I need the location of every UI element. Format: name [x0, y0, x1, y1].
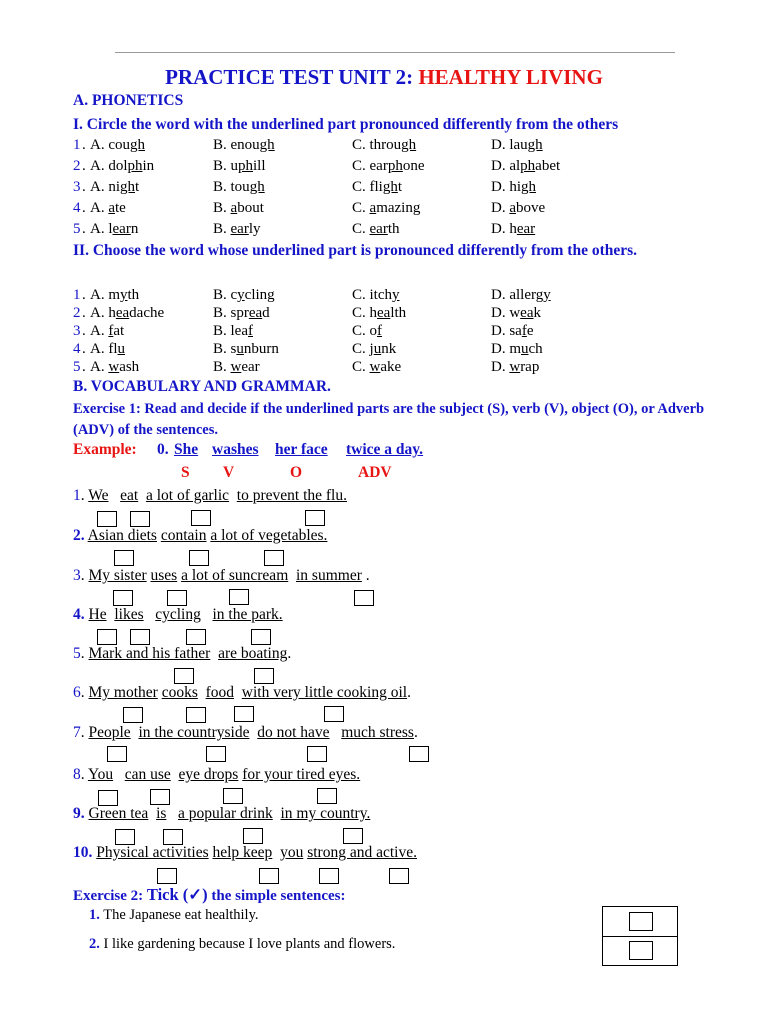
answer-box[interactable] [130, 511, 150, 527]
question-row: 3 . A. fat B. leaf C. of D. safe [73, 323, 534, 339]
question-row: 1 . A. cough B. enough C. through D. laugh [73, 137, 543, 153]
example-tag: O [290, 464, 303, 481]
answer-box[interactable] [389, 868, 409, 884]
answer-box[interactable] [174, 668, 194, 684]
exercise1-instruction: Exercise 1: Read and decide if the underlined parts are the subject (S), verb (V), object (O), or Adverb (ADV) of the sentences. [73, 401, 705, 438]
example-tag: S [181, 464, 190, 481]
answer-box[interactable] [114, 550, 134, 566]
answer-box[interactable] [324, 706, 344, 722]
answer-box[interactable] [186, 629, 206, 645]
section-b-heading: B. VOCABULARY AND GRAMMAR. [73, 378, 331, 395]
answer-box[interactable] [251, 629, 271, 645]
question-row: 3 . A. night B. tough C. flight D. high [73, 179, 536, 195]
answer-box[interactable] [305, 510, 325, 526]
answer-box[interactable] [259, 868, 279, 884]
sentence-9: 9. Green tea is a popular drink in my country. [73, 805, 371, 822]
sentence-1: 1. We eat a lot of garlic to prevent the flu. [73, 487, 347, 504]
answer-box[interactable] [150, 789, 170, 805]
answer-box[interactable] [97, 511, 117, 527]
simple-sentence-item: 2. I like gardening because I love plants and flowers. [89, 936, 396, 952]
answer-box[interactable] [123, 707, 143, 723]
tick-table [602, 906, 678, 966]
answer-box[interactable] [243, 828, 263, 844]
example-tag: V [223, 464, 235, 481]
answer-box[interactable] [206, 746, 226, 762]
answer-box[interactable] [163, 829, 183, 845]
question-row: 5 . A. wash B. wear C. wake D. wrap [73, 359, 540, 375]
answer-box[interactable] [307, 746, 327, 762]
simple-sentence-item: 1. The Japanese eat healthily. [89, 907, 259, 923]
answer-box[interactable] [189, 550, 209, 566]
part1-instruction: I. Circle the word with the underlined part pronounced differently from the others [73, 116, 619, 133]
answer-box[interactable] [130, 629, 150, 645]
answer-box[interactable] [319, 868, 339, 884]
answer-box[interactable] [97, 629, 117, 645]
sentence-7: 7. People in the countryside do not have much stress. [73, 724, 418, 741]
answer-box[interactable] [107, 746, 127, 762]
sentence-2: 2. Asian diets contain a lot of vegetables. [73, 527, 328, 544]
answer-box[interactable] [354, 590, 374, 606]
answer-box[interactable] [234, 706, 254, 722]
sentence-4: 4. He likes cycling in the park. [73, 606, 283, 623]
sentence-6: 6. My mother cooks food with very little cooking oil. [73, 684, 411, 701]
answer-box[interactable] [167, 590, 187, 606]
answer-box[interactable] [157, 868, 177, 884]
exercise2-instruction: Exercise 2: Tick (✓) the simple sentences: [73, 885, 346, 904]
example-line: Example: 0. She washes her face twice a day. [73, 441, 424, 458]
sentence-5: 5. Mark and his father are boating. [73, 645, 292, 662]
answer-box[interactable] [186, 707, 206, 723]
answer-box[interactable] [317, 788, 337, 804]
question-row: 1 . A. myth B. cycling C. itchy D. allergy [73, 287, 551, 303]
answer-box[interactable] [115, 829, 135, 845]
sentence-10: 10. Physical activities help keep you strong and active. [73, 844, 417, 861]
question-row: 4 . A. ate B. about C. amazing D. above [73, 200, 546, 216]
answer-box[interactable] [113, 590, 133, 606]
top-rule [115, 52, 675, 53]
part2-instruction: II. Choose the word whose underlined part is pronounced differently from the others. [73, 242, 638, 259]
sentence-3: 3. My sister uses a lot of suncream in summer . [73, 567, 370, 584]
tick-box[interactable] [629, 941, 653, 960]
answer-box[interactable] [98, 790, 118, 806]
section-a-heading: A. PHONETICS [73, 92, 184, 109]
answer-box[interactable] [229, 589, 249, 605]
example-tag: ADV [358, 464, 392, 481]
sentence-8: 8. You can use eye drops for your tired eyes. [73, 766, 361, 783]
answer-box[interactable] [343, 828, 363, 844]
page-title: PRACTICE TEST UNIT 2: HEALTHY LIVING [165, 65, 603, 89]
answer-box[interactable] [409, 746, 429, 762]
answer-box[interactable] [223, 788, 243, 804]
question-row: 5 . A. learn B. early C. earth D. hear [73, 221, 536, 237]
question-row: 2 . A. headache B. spread C. health D. weak [73, 305, 541, 321]
tick-box[interactable] [629, 912, 653, 931]
question-row: 4 . A. flu B. sunburn C. junk D. much [73, 341, 543, 357]
answer-box[interactable] [254, 668, 274, 684]
question-row: 2 . A. dolphin B. uphill C. earphone D. alphabet [73, 158, 561, 174]
answer-box[interactable] [264, 550, 284, 566]
answer-box[interactable] [191, 510, 211, 526]
